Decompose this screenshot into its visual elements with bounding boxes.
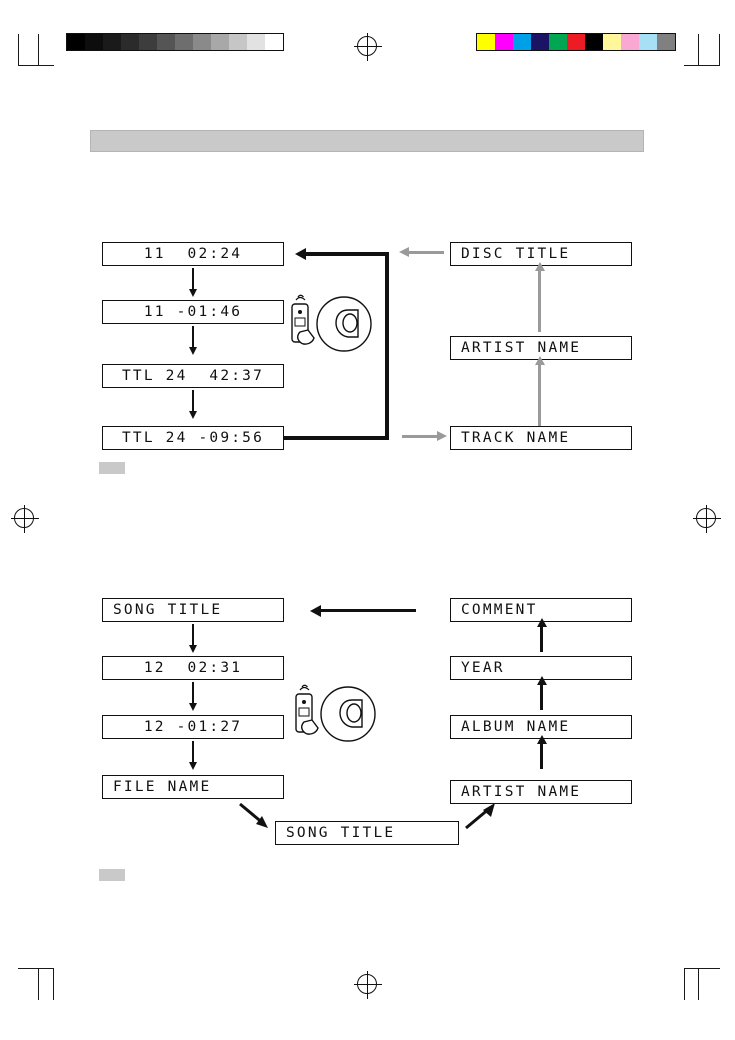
lcd-total-time-remaining: TTL 24 -09:56 bbox=[102, 426, 284, 450]
lcd-comment: COMMENT bbox=[450, 598, 632, 622]
remote-hand-icon-bottom bbox=[290, 680, 394, 744]
registration-mark-right bbox=[696, 508, 718, 530]
figure-tag-bottom bbox=[99, 869, 125, 881]
arrow-left-comment-to-song bbox=[320, 609, 416, 612]
arrow-down-b3 bbox=[192, 741, 194, 763]
lcd-artist-name-2: ARTIST NAME bbox=[450, 780, 632, 804]
lcd-artist-name: ARTIST NAME bbox=[450, 336, 632, 360]
arrow-right-to-track-name bbox=[402, 435, 438, 438]
lcd-file-time-remaining: 12 -01:27 bbox=[102, 715, 284, 739]
arrow-left-to-disc-title bbox=[408, 251, 444, 254]
section-header-bar bbox=[90, 130, 644, 152]
crop-mark-bottom-right bbox=[684, 968, 720, 1000]
remote-hand-icon-top bbox=[286, 290, 390, 354]
crop-mark-bottom-left bbox=[18, 968, 54, 1000]
arrow-up-track-to-artist bbox=[538, 364, 541, 426]
arrow-up-artist-to-album bbox=[540, 743, 543, 769]
figure-tag-top bbox=[99, 462, 125, 474]
arrow-down-b1 bbox=[192, 624, 194, 646]
lcd-total-time-elapsed: TTL 24 42:37 bbox=[102, 364, 284, 388]
lcd-year: YEAR bbox=[450, 656, 632, 680]
registration-mark-top-center bbox=[357, 36, 379, 58]
lcd-disc-time-elapsed: 11 02:24 bbox=[102, 242, 284, 266]
loop-segment-top bbox=[305, 252, 389, 256]
color-bar bbox=[476, 33, 676, 51]
lcd-song-title-bottom: SONG TITLE bbox=[275, 821, 459, 845]
arrow-up-artist-to-disc bbox=[538, 270, 541, 332]
arrow-down-b2 bbox=[192, 682, 194, 704]
arrow-up-year-to-comment bbox=[540, 626, 543, 652]
arrow-down-2 bbox=[192, 326, 194, 348]
lcd-file-time-elapsed: 12 02:31 bbox=[102, 656, 284, 680]
lcd-disc-time-remaining: 11 -01:46 bbox=[102, 300, 284, 324]
lcd-track-name: TRACK NAME bbox=[450, 426, 632, 450]
arrow-down-3 bbox=[192, 390, 194, 412]
crop-mark-top-right bbox=[684, 34, 720, 66]
registration-mark-bottom-center bbox=[357, 974, 379, 996]
lcd-file-name: FILE NAME bbox=[102, 775, 284, 799]
arrow-diagonal-right bbox=[462, 800, 502, 836]
loop-segment-bottom bbox=[284, 436, 389, 440]
lcd-album-name: ALBUM NAME bbox=[450, 715, 632, 739]
grayscale-bar bbox=[66, 33, 284, 51]
registration-mark-left bbox=[14, 508, 36, 530]
arrow-diagonal-left bbox=[238, 800, 278, 836]
lcd-disc-title: DISC TITLE bbox=[450, 242, 632, 266]
crop-mark-top-left bbox=[18, 34, 54, 66]
arrow-down-1 bbox=[192, 268, 194, 290]
arrow-up-album-to-year bbox=[540, 684, 543, 710]
lcd-song-title-top: SONG TITLE bbox=[102, 598, 284, 622]
